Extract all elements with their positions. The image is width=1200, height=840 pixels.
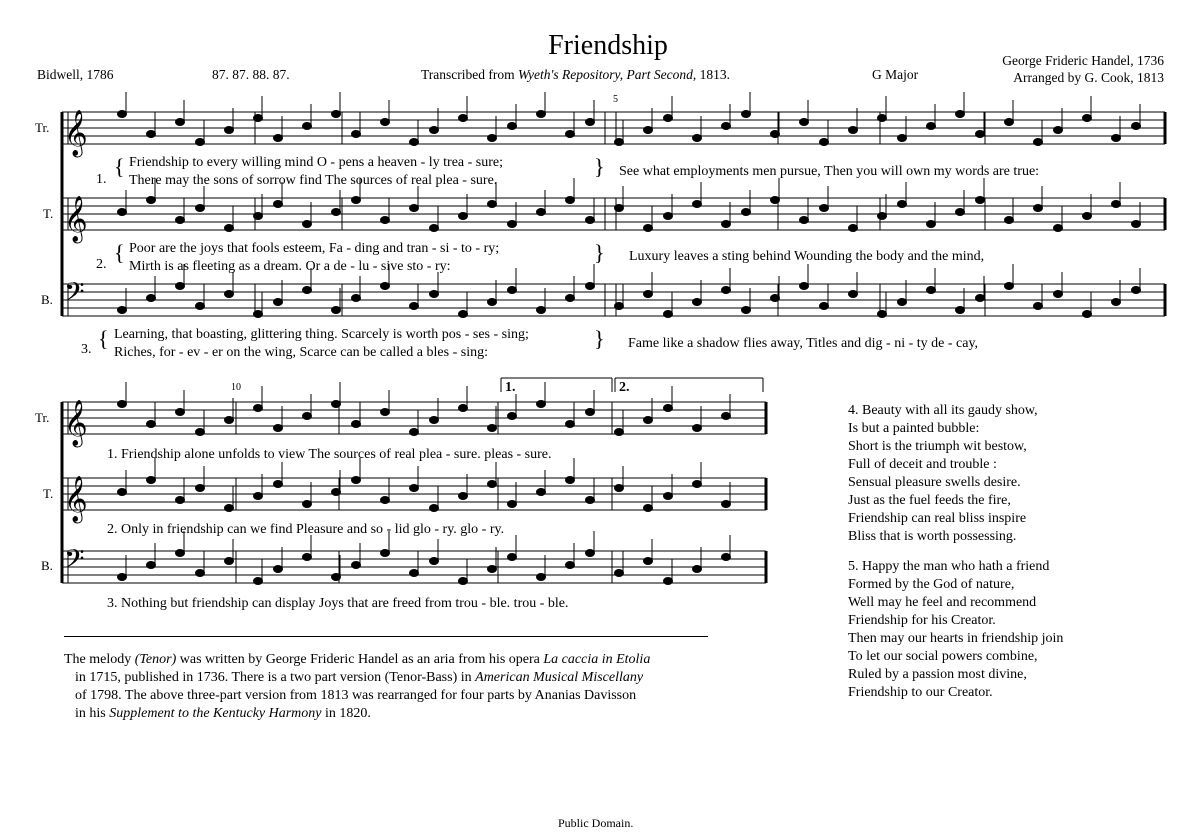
note-head — [508, 287, 517, 294]
note-head — [459, 311, 468, 318]
note-head — [1132, 123, 1141, 130]
lyric-line: 1. Friendship alone unfolds to view The sources of real plea - sure. pleas - sure. — [107, 447, 552, 462]
lyric-line: Friendship to every willing mind O - pens a heaven - ly trea - sure; — [129, 155, 504, 170]
note-head — [820, 303, 829, 310]
note-head — [537, 401, 546, 408]
note-head — [1112, 299, 1121, 306]
note-head — [352, 197, 361, 204]
note-head — [615, 429, 624, 436]
note-head — [352, 295, 361, 302]
note-head — [410, 485, 419, 492]
note-head — [488, 481, 497, 488]
note-head — [722, 554, 731, 561]
note-head — [118, 401, 127, 408]
note-head — [537, 307, 546, 314]
note-head — [381, 497, 390, 504]
note-head — [878, 115, 887, 122]
note-head — [644, 558, 653, 565]
note-head — [615, 303, 624, 310]
note-head — [1083, 213, 1092, 220]
note-head — [459, 213, 468, 220]
note-head — [664, 213, 673, 220]
measure-number-10: 10 — [231, 382, 241, 393]
clef: 𝄞 — [64, 400, 88, 446]
note-head — [274, 135, 283, 142]
tune-source: Bidwell, 1786 — [37, 67, 114, 82]
note-head — [332, 307, 341, 314]
note-head — [820, 205, 829, 212]
note-head — [254, 115, 263, 122]
note-head — [225, 505, 234, 512]
note-head — [488, 135, 497, 142]
note-head — [254, 493, 263, 500]
note-head — [586, 283, 595, 290]
note-head — [1054, 127, 1063, 134]
note-head — [488, 299, 497, 306]
note-head — [693, 425, 702, 432]
note-head — [722, 287, 731, 294]
note-head — [410, 429, 419, 436]
note-head — [537, 574, 546, 581]
measure-number-5: 5 — [613, 94, 618, 105]
note-head — [176, 119, 185, 126]
note-head — [225, 417, 234, 424]
footnote: The melody (Tenor) was written by George Frideric Handel as an aria from his opera La caccia in Etolia in 1715, published in 1736. There is a two part version (Tenor-Bass) in American Musical Miscellany of 1798. The above three-part version from 1813 was rearranged for four parts by Ananias Davisson in his Supplement to the Kentucky Harmony in 1820. — [64, 652, 651, 721]
note-head — [722, 123, 731, 130]
brace-close-1: } — [594, 154, 605, 179]
brace-open-1: { — [114, 154, 125, 179]
note-head — [274, 566, 283, 573]
note-head — [303, 221, 312, 228]
note-head — [352, 131, 361, 138]
note-head — [664, 578, 673, 585]
note-head — [1054, 291, 1063, 298]
note-head — [849, 225, 858, 232]
note-head — [693, 481, 702, 488]
note-head — [508, 123, 517, 130]
ending-2: 2. — [619, 380, 630, 395]
note-head — [800, 119, 809, 126]
note-head — [430, 127, 439, 134]
note-head — [586, 550, 595, 557]
note-head — [274, 481, 283, 488]
brace-open-2: { — [114, 240, 125, 265]
note-head — [956, 209, 965, 216]
note-head — [566, 421, 575, 428]
brace-open-3: { — [98, 326, 109, 351]
note-head — [381, 409, 390, 416]
note-head — [410, 139, 419, 146]
note-head — [537, 111, 546, 118]
note-head — [1112, 201, 1121, 208]
note-head — [274, 425, 283, 432]
key-signature-text: G Major — [872, 67, 919, 82]
note-head — [1054, 225, 1063, 232]
part-label-tenor-2: T. — [43, 486, 54, 501]
note-head — [742, 111, 751, 118]
note-head — [459, 493, 468, 500]
note-head — [410, 570, 419, 577]
note-head — [410, 205, 419, 212]
note-head — [1034, 139, 1043, 146]
note-head — [742, 307, 751, 314]
note-head — [586, 409, 595, 416]
note-head — [586, 217, 595, 224]
note-head — [927, 221, 936, 228]
clef: 𝄞 — [64, 476, 88, 522]
note-head — [742, 209, 751, 216]
note-head — [303, 501, 312, 508]
note-head — [332, 209, 341, 216]
part-label-bass-2: B. — [41, 558, 53, 573]
note-head — [722, 413, 731, 420]
note-head — [430, 291, 439, 298]
note-head — [800, 217, 809, 224]
note-head — [118, 574, 127, 581]
part-label-bass: B. — [41, 292, 53, 307]
note-head — [722, 501, 731, 508]
meter: 87. 87. 88. 87. — [212, 67, 290, 82]
note-head — [956, 111, 965, 118]
note-head — [644, 291, 653, 298]
note-head — [1132, 221, 1141, 228]
note-head — [196, 303, 205, 310]
note-head — [771, 295, 780, 302]
note-head — [566, 197, 575, 204]
note-head — [352, 562, 361, 569]
note-head — [1005, 217, 1014, 224]
note-head — [430, 558, 439, 565]
note-head — [644, 225, 653, 232]
note-head — [976, 295, 985, 302]
note-head — [956, 307, 965, 314]
note-head — [586, 119, 595, 126]
clef: 𝄞 — [64, 110, 88, 156]
verse-5: 5. Happy the man who hath a friend Formed by the God of nature, Well may he feel and recommend Friendship for his Creator. Then may our hearts in friendship join To let our social powers combine, Ruled by a passion most divine, Friendship to our Creator. — [848, 559, 1064, 700]
note-head — [898, 135, 907, 142]
note-head — [352, 477, 361, 484]
note-head — [508, 501, 517, 508]
clef: 𝄢 — [64, 276, 85, 314]
verse-number-2: 2. — [96, 257, 107, 272]
lyric-chorus: See what employments men pursue, Then you will own my words are true: — [619, 164, 1040, 179]
note-head — [537, 489, 546, 496]
note-head — [254, 578, 263, 585]
note-head — [615, 205, 624, 212]
lyric-line: Learning, that boasting, glittering thing. Scarcely is worth pos - ses - sing; — [114, 327, 529, 342]
note-head — [332, 574, 341, 581]
transcription-note: Transcribed from Wyeth's Repository, Part Second, 1813. — [421, 67, 730, 82]
lyric-line: 2. Only in friendship can we find Pleasure and so - lid glo - ry. glo - ry. — [107, 522, 505, 537]
note-head — [537, 209, 546, 216]
note-head — [615, 139, 624, 146]
composer-credit: George Frideric Handel, 1736 Arranged by G. Cook, 1813 — [1002, 53, 1164, 85]
note-head — [381, 119, 390, 126]
note-head — [147, 562, 156, 569]
note-head — [508, 413, 517, 420]
note-head — [381, 550, 390, 557]
note-head — [332, 401, 341, 408]
note-head — [274, 299, 283, 306]
note-head — [566, 477, 575, 484]
note-head — [225, 291, 234, 298]
note-head — [147, 295, 156, 302]
note-head — [615, 485, 624, 492]
note-head — [566, 295, 575, 302]
lyric-chorus: Luxury leaves a sting behind Wounding the body and the mind, — [629, 249, 985, 264]
note-head — [1083, 115, 1092, 122]
note-head — [771, 197, 780, 204]
note-head — [196, 570, 205, 577]
note-head — [118, 307, 127, 314]
lyric-line: Riches, for - ev - er on the wing, Scarce can be called a bles - sing: — [114, 345, 488, 360]
note-head — [254, 405, 263, 412]
note-head — [274, 201, 283, 208]
note-head — [615, 570, 624, 577]
note-head — [693, 299, 702, 306]
note-head — [225, 127, 234, 134]
note-head — [147, 477, 156, 484]
note-head — [225, 558, 234, 565]
note-head — [693, 566, 702, 573]
note-head — [693, 135, 702, 142]
note-head — [381, 217, 390, 224]
note-head — [693, 201, 702, 208]
note-head — [303, 123, 312, 130]
verse-number-3: 3. — [81, 342, 92, 357]
note-head — [508, 554, 517, 561]
note-head — [976, 197, 985, 204]
lyric-line: 3. Nothing but friendship can display Joys that are freed from trou - ble. trou - ble. — [107, 596, 569, 611]
note-head — [254, 311, 263, 318]
note-head — [771, 131, 780, 138]
note-head — [147, 131, 156, 138]
note-head — [225, 225, 234, 232]
note-head — [176, 497, 185, 504]
note-head — [430, 225, 439, 232]
note-head — [303, 554, 312, 561]
ending-1: 1. — [505, 380, 516, 395]
note-head — [927, 123, 936, 130]
note-head — [820, 139, 829, 146]
note-head — [644, 505, 653, 512]
verse-4: 4. Beauty with all its gaudy show, Is but a painted bubble: Short is the triumph wit bestow, Full of deceit and trouble : Sensual pleasure swells desire. Just as the fuel feeds the fire, Friendship can real bliss inspire Bliss that is worth possessing. — [848, 403, 1038, 544]
note-head — [664, 115, 673, 122]
note-head — [118, 209, 127, 216]
note-head — [303, 287, 312, 294]
note-head — [332, 111, 341, 118]
note-head — [459, 115, 468, 122]
note-head — [976, 131, 985, 138]
lyric-chorus: Fame like a shadow flies away, Titles and dig - ni - ty de - cay, — [628, 336, 979, 351]
note-head — [1005, 283, 1014, 290]
footnote-rule — [64, 636, 708, 637]
note-head — [410, 303, 419, 310]
note-head — [254, 213, 263, 220]
note-head — [1005, 119, 1014, 126]
note-head — [878, 213, 887, 220]
note-head — [196, 485, 205, 492]
part-label-tenor: T. — [43, 206, 54, 221]
note-head — [488, 566, 497, 573]
note-head — [196, 139, 205, 146]
page-title: Friendship — [548, 30, 668, 61]
note-head — [176, 217, 185, 224]
note-head — [644, 127, 653, 134]
note-head — [927, 287, 936, 294]
note-head — [1034, 205, 1043, 212]
note-head — [1112, 135, 1121, 142]
note-head — [459, 405, 468, 412]
note-head — [147, 197, 156, 204]
note-head — [459, 578, 468, 585]
brace-close-2: } — [594, 240, 605, 265]
note-head — [664, 493, 673, 500]
note-head — [147, 421, 156, 428]
note-head — [800, 283, 809, 290]
lyric-line: Poor are the joys that fools esteem, Fa - ding and tran - si - to - ry; — [129, 241, 500, 256]
note-head — [878, 311, 887, 318]
note-head — [566, 131, 575, 138]
lyric-line: Mirth is as fleeting as a dream. Or a de - lu - sive sto - ry: — [129, 259, 451, 274]
clef: 𝄢 — [64, 543, 85, 581]
note-head — [430, 505, 439, 512]
note-head — [898, 299, 907, 306]
note-head — [430, 417, 439, 424]
note-head — [488, 425, 497, 432]
note-head — [849, 291, 858, 298]
lyric-line: There may the sons of sorrow find The sources of real plea - sure. — [129, 173, 498, 188]
note-head — [176, 409, 185, 416]
note-head — [664, 311, 673, 318]
note-head — [352, 421, 361, 428]
note-head — [1083, 311, 1092, 318]
note-head — [566, 562, 575, 569]
note-head — [898, 201, 907, 208]
note-head — [381, 283, 390, 290]
note-head — [118, 489, 127, 496]
note-head — [508, 221, 517, 228]
license: Public Domain. — [558, 816, 634, 830]
note-head — [303, 413, 312, 420]
note-head — [664, 405, 673, 412]
note-head — [1034, 303, 1043, 310]
note-head — [488, 201, 497, 208]
part-label-treble: Tr. — [35, 120, 50, 135]
brace-close-3: } — [594, 326, 605, 351]
clef: 𝄞 — [64, 196, 88, 242]
note-head — [176, 550, 185, 557]
note-head — [722, 221, 731, 228]
note-head — [176, 283, 185, 290]
verse-number-1: 1. — [96, 172, 107, 187]
note-head — [849, 127, 858, 134]
note-head — [1132, 287, 1141, 294]
note-head — [196, 205, 205, 212]
note-head — [118, 111, 127, 118]
note-head — [332, 489, 341, 496]
part-label-treble-2: Tr. — [35, 410, 50, 425]
note-head — [586, 497, 595, 504]
note-head — [196, 429, 205, 436]
note-head — [644, 417, 653, 424]
